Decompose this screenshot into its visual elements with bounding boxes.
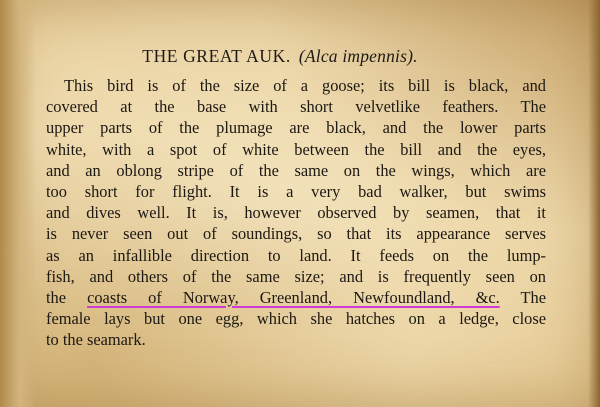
- text-line: and an oblong stripe of the same on the wings, which are: [46, 160, 546, 180]
- heading-title: THE GREAT AUK.: [142, 46, 291, 66]
- text-line: fish, and others of the same size; and is frequently seen on: [46, 266, 546, 286]
- text-line: white, with a spot of white between the bill and the eyes,: [46, 139, 546, 159]
- body-paragraph: [46, 75, 546, 350]
- text-segment: the: [46, 287, 67, 307]
- text-line: to the seamark.: [46, 330, 146, 350]
- text-line: too short for flight. It is a very bad walker, but swims: [46, 181, 546, 201]
- text-line: covered at the base with short velvetlike feathers. The: [46, 97, 546, 117]
- underlined-phrase: coasts of Norway, Greenland, Newfoundland, &c.: [87, 287, 500, 307]
- text-line: and dives well. It is, however observed by seamen, that it: [46, 203, 546, 223]
- text-line: upper parts of the plumage are black, and the lower parts: [46, 118, 546, 138]
- text-line: as an infallible direction to land. It feeds on the lump-: [46, 245, 546, 265]
- text-line: female lays but one egg, which she hatches on a ledge, close: [46, 309, 546, 329]
- text-line: is never seen out of soundings, so that its appearance serves: [46, 224, 546, 244]
- heading-latin-name: (Alca impennis).: [298, 46, 418, 66]
- text-segment: The: [520, 287, 547, 307]
- text-line: This bird is of the size of a goose; its bill is black, and: [64, 76, 546, 95]
- page-edge-shadow: [588, 0, 600, 407]
- text-line-with-underline: [46, 287, 546, 308]
- page-heading: [0, 46, 560, 67]
